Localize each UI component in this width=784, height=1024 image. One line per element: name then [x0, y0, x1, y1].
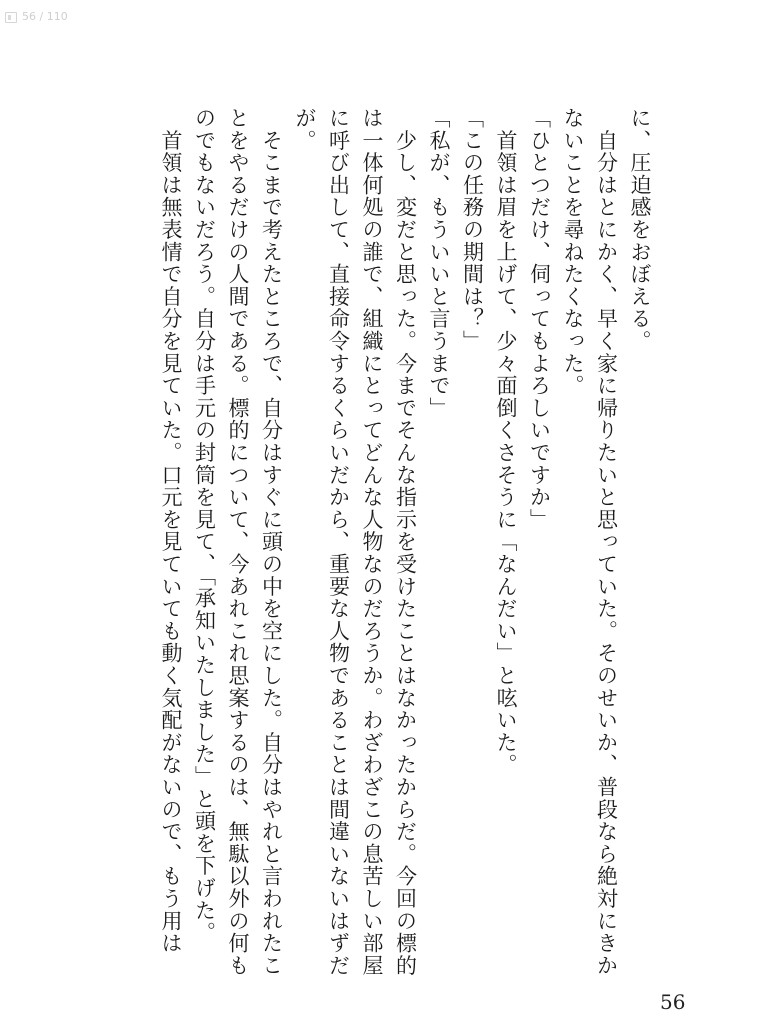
paragraph: 「私が、もういいと言うまで」 — [427, 107, 451, 420]
paragraph: 「ひとつだけ、伺ってもよろしいですか」 — [527, 107, 552, 531]
page-counter: 56 / 110 — [22, 10, 68, 23]
paragraph: に、圧迫感をおぼえる。 — [628, 107, 652, 353]
vertical-text-body — [116, 107, 656, 987]
page-number: 56 — [660, 990, 686, 1014]
paragraph: 首領は眉を上げて、少々面倒くさそうに「なんだい」と呟いた。 — [494, 107, 518, 776]
paragraph: そこまで考えたところで、自分はすぐに頭の中を空にした。自分はやれと言われたことをやるだけの人間である。標的について、今あれこれ思案するのは、無駄以外の何ものでもないだろう。自分は手元の封筒を見て、「承知いたしました」と頭を下げた。 — [192, 107, 284, 977]
page-icon — [5, 12, 17, 23]
paragraph: 少し、変だと思った。今までそんな指示を受けたことはなかったからだ。今回の標的は一体何処の誰で、組織にとってどんな人物なのだろうか。わざわざこの息苦しい部屋に呼び出して、直接命令するくらいだから、重要な人物であることは間違いないはずだが。 — [293, 107, 418, 977]
paragraph: 首領は無表情で自分を見ていた。口元を見ていても動く気配がないので、もう用は — [159, 107, 183, 955]
paragraph: 「この任務の期間は？」 — [460, 107, 485, 353]
paragraph: 自分はとにかく、早く家に帰りたいと思っていた。そのせいか、普段なら絶対にきかないことを尋ねたくなった。 — [561, 107, 619, 977]
reader-header — [0, 0, 784, 40]
